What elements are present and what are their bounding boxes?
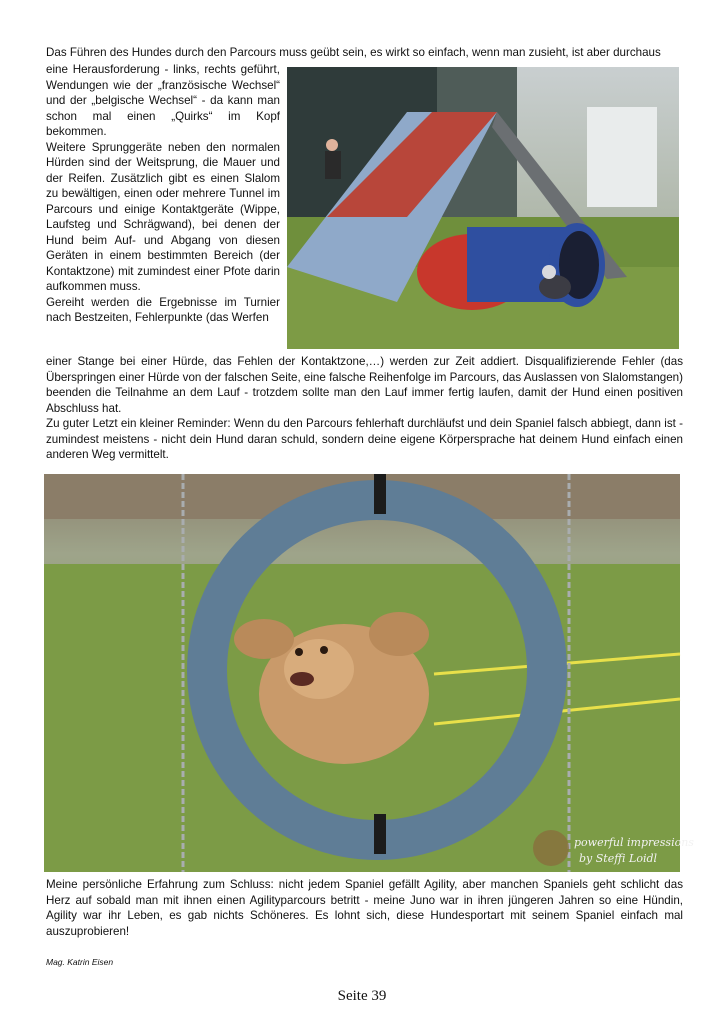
paragraph-scoring-start: Gereiht werden die Ergebnisse im Turnier nach Bestzeiten, Fehlerpunkte (das Werfen	[46, 295, 280, 324]
watermark-line1: powerful impressions	[574, 836, 694, 849]
paragraph-reminder: Zu guter Letzt ein kleiner Reminder: Wenn du den Parcours fehlerhaft durchläufst und dein Spaniel falsch abbiegt, dann ist - zumindest meistens - nicht dein Hund daran schuld, sondern deine eigene Körpersprache hat deinem Hund einfach einen anderen Weg vermittelt.	[46, 417, 683, 461]
paragraph-handling: eine Herausforderung - links, rechts geführt, Wendungen wie der „französische Wechsel“ und der „belgische Wechsel“ - da kann man schon mal einen „Quirks“ im Kopf bekommen.	[46, 63, 280, 138]
intro-line: Das Führen des Hundes durch den Parcours muss geübt sein, es wirkt so einfach, wenn man zusieht, ist aber durchaus	[46, 46, 661, 59]
page-number: Seite 39	[337, 988, 387, 1004]
author: Mag. Katrin Eisen	[46, 957, 114, 967]
paragraph-scoring: einer Stange bei einer Hürde, das Fehlen der Kontaktzone,…) werden zur Zeit addiert. Disqualifizierende Fehler (das Überspringen einer Hürde von der falschen Seite, eine falsche Reihenfolge im Parcours, das Auslassen von Slalomstangen) beenden die Teilnahme an dem Lauf - trotzdem sollte man den Lauf immer fertig laufen, damit der Hund einen positiven Abschluss hat.	[46, 355, 683, 415]
paragraph-equipment: Weitere Sprunggeräte neben den normalen Hürden sind der Weitsprung, die Mauer und der Reifen. Zusätzlich gibt es einen Slalom zu bewältigen, einen oder mehrere Tunnel im Parcours und einige Kontaktgeräte (Wippe, Laufsteg und Schrägwand), bei denen der Hund beim Auf- und Abgang von diesen Geräten in einem bestimmten Bereich (der Kontaktzone) mit zumindest einer Pfote darin aufkommen muss.	[46, 140, 280, 293]
watermark-line2: by Steffi Loidl	[579, 852, 658, 865]
after-text	[46, 354, 683, 463]
column-text	[46, 62, 280, 326]
photo-hoop	[44, 474, 694, 872]
outro-paragraph: Meine persönliche Erfahrung zum Schluss: nicht jedem Spaniel gefällt Agility, aber manchen Spaniels geht schlicht das Herz auf sobald man mit ihnen einen Agilityparcours betritt - meine Juno war in ihren jüngeren Jahren so eine Hündin, Agility war ihr Leben, es gab nichts Schöneres. Es lohnt sich, diese Hundesportart mit seinem Spaniel einfach mal auszuprobieren!	[46, 878, 683, 938]
photo-tunnel	[287, 67, 679, 349]
